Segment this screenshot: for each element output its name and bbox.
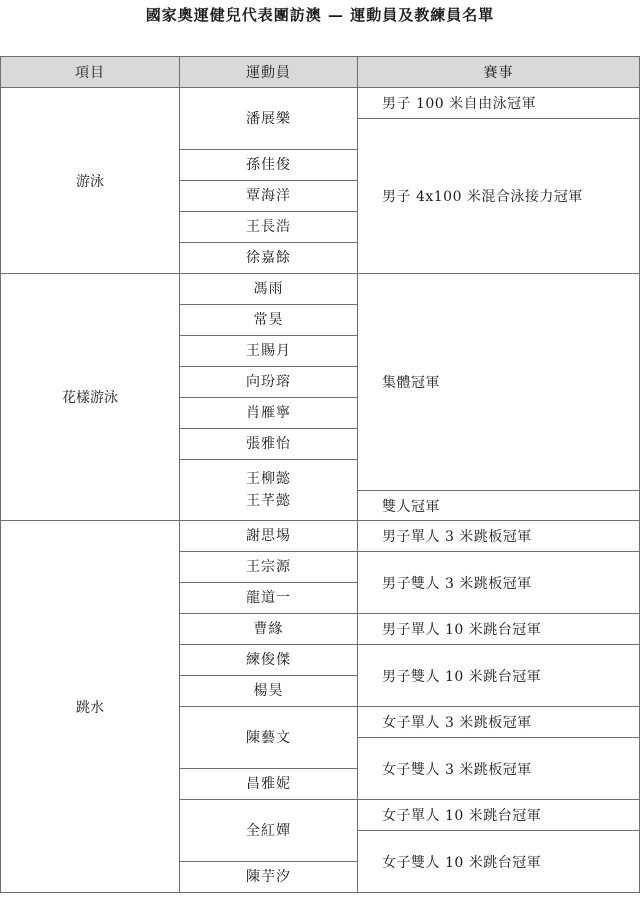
sport-cell: 花樣游泳 [1, 274, 180, 521]
document-title: 國家奧運健兒代表團訪澳 — 運動員及教練員名單 [145, 6, 495, 24]
athlete-cell: 陳藝文 [180, 707, 358, 769]
header-athlete: 運動員 [180, 57, 358, 88]
athlete-cell: 馮雨 [180, 274, 358, 305]
athlete-cell: 昌雅妮 [180, 769, 358, 800]
table-row [1, 274, 640, 305]
header-event: 賽事 [358, 57, 640, 88]
event-cell: 雙人冠軍 [358, 491, 640, 521]
athlete-cell: 謝思埸 [180, 521, 358, 552]
athlete-cell: 王賜月 [180, 336, 358, 367]
athlete-cell: 陳芋汐 [180, 862, 358, 893]
athlete-name: 王柳懿 [246, 471, 291, 487]
event-cell: 男子雙人 10 米跳台冠軍 [358, 645, 640, 707]
roster-table [0, 56, 640, 893]
event-cell: 女子單人 3 米跳板冠軍 [358, 707, 640, 738]
athlete-cell: 全紅嬋 [180, 800, 358, 862]
athlete-cell: 潘展樂 [180, 88, 358, 150]
table-row [1, 88, 640, 119]
athlete-cell: 練俊傑 [180, 645, 358, 676]
athlete-cell: 龍道一 [180, 583, 358, 614]
athlete-pair-cell [180, 460, 358, 521]
athlete-cell: 曹緣 [180, 614, 358, 645]
event-cell: 集體冠軍 [358, 274, 640, 491]
athlete-cell: 肖雁寧 [180, 398, 358, 429]
athlete-cell: 孫佳俊 [180, 150, 358, 181]
athlete-cell: 楊昊 [180, 676, 358, 707]
event-cell: 女子單人 10 米跳台冠軍 [358, 800, 640, 831]
event-cell: 男子 100 米自由泳冠軍 [358, 88, 640, 119]
sport-cell: 游泳 [1, 88, 180, 274]
athlete-cell: 張雅怡 [180, 429, 358, 460]
event-cell: 男子雙人 3 米跳板冠軍 [358, 552, 640, 614]
athlete-cell: 王長浩 [180, 212, 358, 243]
athlete-cell: 覃海洋 [180, 181, 358, 212]
athlete-cell: 向玢瑢 [180, 367, 358, 398]
athlete-cell: 常昊 [180, 305, 358, 336]
athlete-cell: 徐嘉餘 [180, 243, 358, 274]
athlete-name: 王芊懿 [246, 493, 291, 509]
event-cell: 男子 4x100 米混合泳接力冠軍 [358, 119, 640, 274]
event-cell: 女子雙人 10 米跳台冠軍 [358, 831, 640, 893]
athlete-cell: 王宗源 [180, 552, 358, 583]
event-cell: 男子單人 10 米跳台冠軍 [358, 614, 640, 645]
event-cell: 女子雙人 3 米跳板冠軍 [358, 738, 640, 800]
header-row [1, 57, 640, 88]
sport-cell: 跳水 [1, 521, 180, 893]
table-row [1, 521, 640, 552]
event-cell: 男子單人 3 米跳板冠軍 [358, 521, 640, 552]
header-sport: 項目 [1, 57, 180, 88]
